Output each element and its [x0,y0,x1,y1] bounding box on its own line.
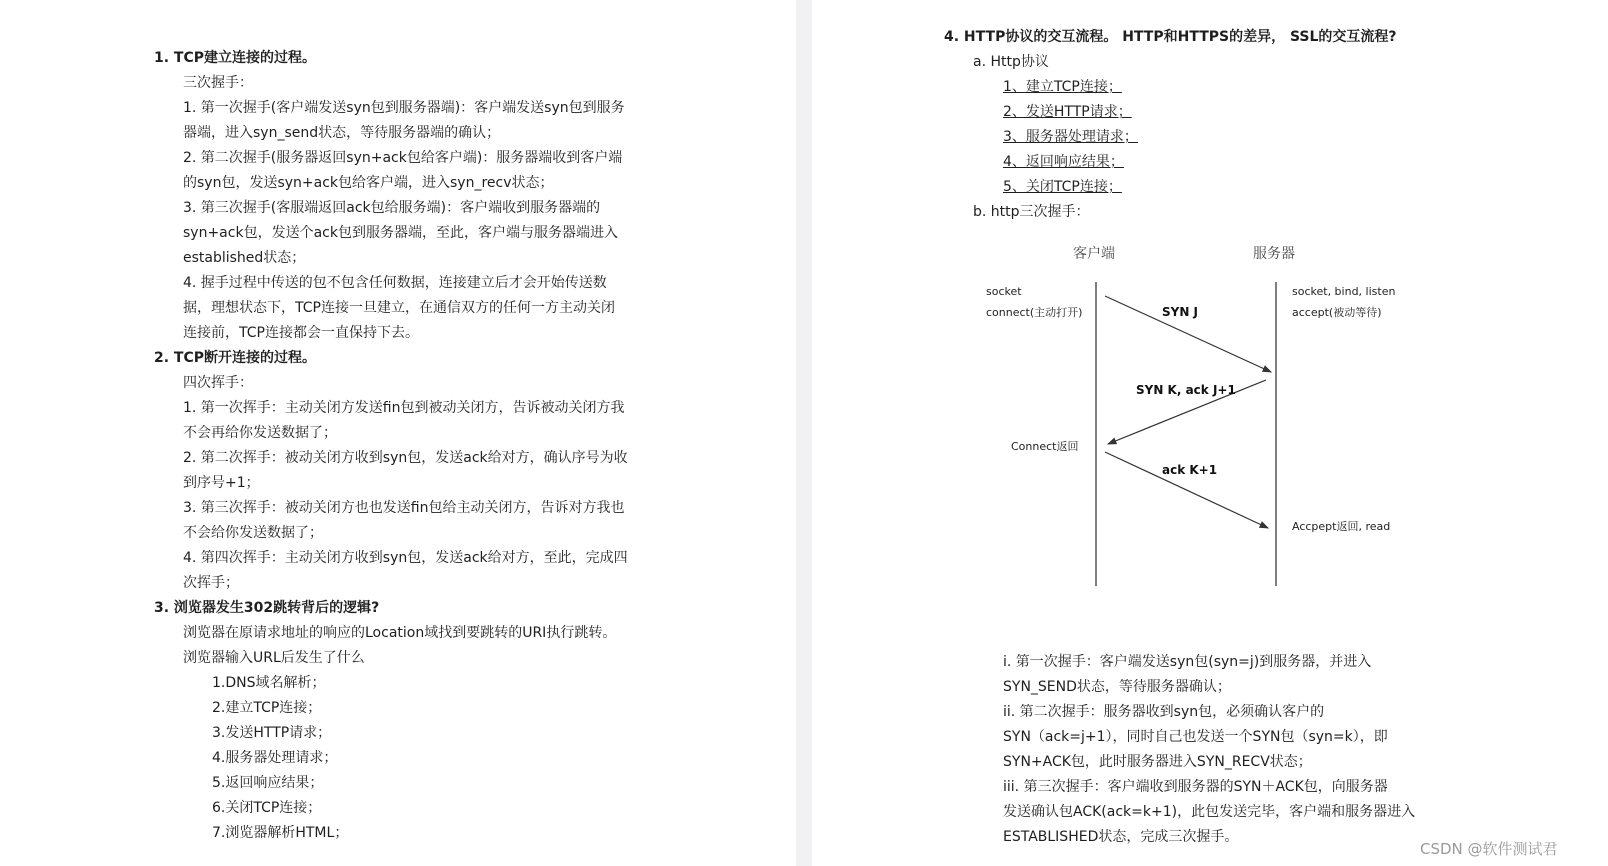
q2-title: 2. TCP断开连接的过程。 [154,350,317,366]
q1-line: 2. 第二次握手(服务器返回syn+ack包给客户端)：服务器端收到客户端 [183,150,623,166]
syn-label: SYN J [1162,305,1199,319]
handshake-step-line: SYN_SEND状态，等待服务器确认； [1003,679,1231,695]
q2-subtitle: 四次挥手： [183,375,253,391]
q1-line: 连接前，TCP连接都会一直保持下去。 [183,325,419,341]
handshake-step-line: i. 第一次握手：客户端发送syn包(syn=j)到服务器，并进入 [1003,654,1372,670]
handshake-step-line: 发送确认包ACK(ack=k+1)，此包发送完毕，客户端和服务器进入 [1003,804,1416,820]
q1-line: 器端，进入syn_send状态，等待服务器端的确认； [183,125,501,141]
q2-line: 3. 第三次挥手：被动关闭方也也发送fin包给主动关闭方，告诉对方我也 [183,500,625,516]
csdn-watermark: CSDN @软件测试君 [1420,840,1558,858]
server-accept-label: accept(被动等待) [1292,306,1382,319]
a-step: 5、关闭TCP连接； [1003,179,1122,195]
q3-line: 浏览器输入URL后发生了什么 [183,650,365,666]
q2-line: 1. 第一次挥手：主动关闭方发送fin包到被动关闭方，告诉被动关闭方我 [183,400,625,416]
q3-step: 3.发送HTTP请求； [212,725,332,741]
a-step: 2、发送HTTP请求； [1003,104,1132,120]
q3-step: 5.返回响应结果； [212,775,324,791]
client-socket-label: socket [986,285,1022,298]
q3-line: 浏览器在原请求地址的响应的Location域找到要跳转的URI执行跳转。 [183,625,617,641]
q4-title: 4. HTTP协议的交互流程。 HTTP和HTTPS的差异， SSL的交互流程? [944,29,1397,45]
server-title: 服务器 [1253,246,1295,262]
q3-step: 4.服务器处理请求； [212,750,338,766]
a-label: a. Http协议 [973,54,1049,70]
q2-line: 次挥手； [183,575,239,591]
q3-title: 3. 浏览器发生302跳转背后的逻辑? [154,600,380,616]
q1-title: 1. TCP建立连接的过程。 [154,50,317,66]
handshake-step-line: SYN（ack=j+1），同时自己也发送一个SYN包（syn=k），即 [1003,729,1388,745]
q3-step: 2.建立TCP连接； [212,700,322,716]
q3-step: 7.浏览器解析HTML； [212,825,349,841]
right-page [812,0,1608,866]
client-title: 客户端 [1073,246,1115,262]
q2-line: 2. 第二次挥手：被动关闭方收到syn包，发送ack给对方，确认序号为收 [183,450,628,466]
a-step: 4、返回响应结果； [1003,154,1124,170]
synack-label: SYN K, ack J+1 [1136,383,1236,397]
q1-line: 1. 第一次握手(客户端发送syn包到服务器端)：客户端发送syn包到服务 [183,100,625,116]
ack-label: ack K+1 [1162,463,1218,477]
page-gap [796,0,812,866]
q2-line: 4. 第四次挥手：主动关闭方收到syn包，发送ack给对方，至此，完成四 [183,550,628,566]
left-page [0,0,796,866]
server-socket-label: socket, bind, listen [1292,285,1396,298]
accept-return-label: Accpept返回, read [1292,520,1391,533]
b-label: b. http三次握手： [973,204,1090,220]
connect-return-label: Connect返回 [1011,440,1079,453]
handshake-step-line: SYN+ACK包，此时服务器进入SYN_RECV状态； [1003,754,1312,770]
q1-line: syn+ack包，发送个ack包到服务器端，至此，客户端与服务器端进入 [183,225,618,241]
handshake-step-line: ESTABLISHED状态，完成三次握手。 [1003,829,1239,845]
a-step: 1、建立TCP连接； [1003,79,1122,95]
handshake-step-line: iii. 第三次握手：客户端收到服务器的SYN＋ACK包，向服务器 [1003,779,1388,795]
q3-step: 1.DNS域名解析； [212,675,326,691]
a-step: 3、服务器处理请求； [1003,129,1138,145]
client-connect-label: connect(主动打开) [986,306,1083,319]
q1-line: 的syn包，发送syn+ack包给客户端，进入syn_recv状态； [183,175,554,191]
q1-line: 3. 第三次握手(客服端返回ack包给服务端)：客户端收到服务器端的 [183,200,601,216]
q1-subtitle: 三次握手： [183,75,253,91]
q2-line: 不会给你发送数据了； [183,525,323,541]
handshake-step-line: ii. 第二次握手：服务器收到syn包，必须确认客户的 [1003,704,1325,720]
q3-step: 6.关闭TCP连接； [212,800,322,816]
q1-line: 据，理想状态下，TCP连接一旦建立，在通信双方的任何一方主动关闭 [183,300,615,316]
q2-line: 不会再给你发送数据了； [183,425,337,441]
q1-line: 4. 握手过程中传送的包不包含任何数据，连接建立后才会开始传送数 [183,275,607,291]
q2-line: 到序号+1； [183,475,260,491]
q1-line: established状态； [183,250,306,266]
